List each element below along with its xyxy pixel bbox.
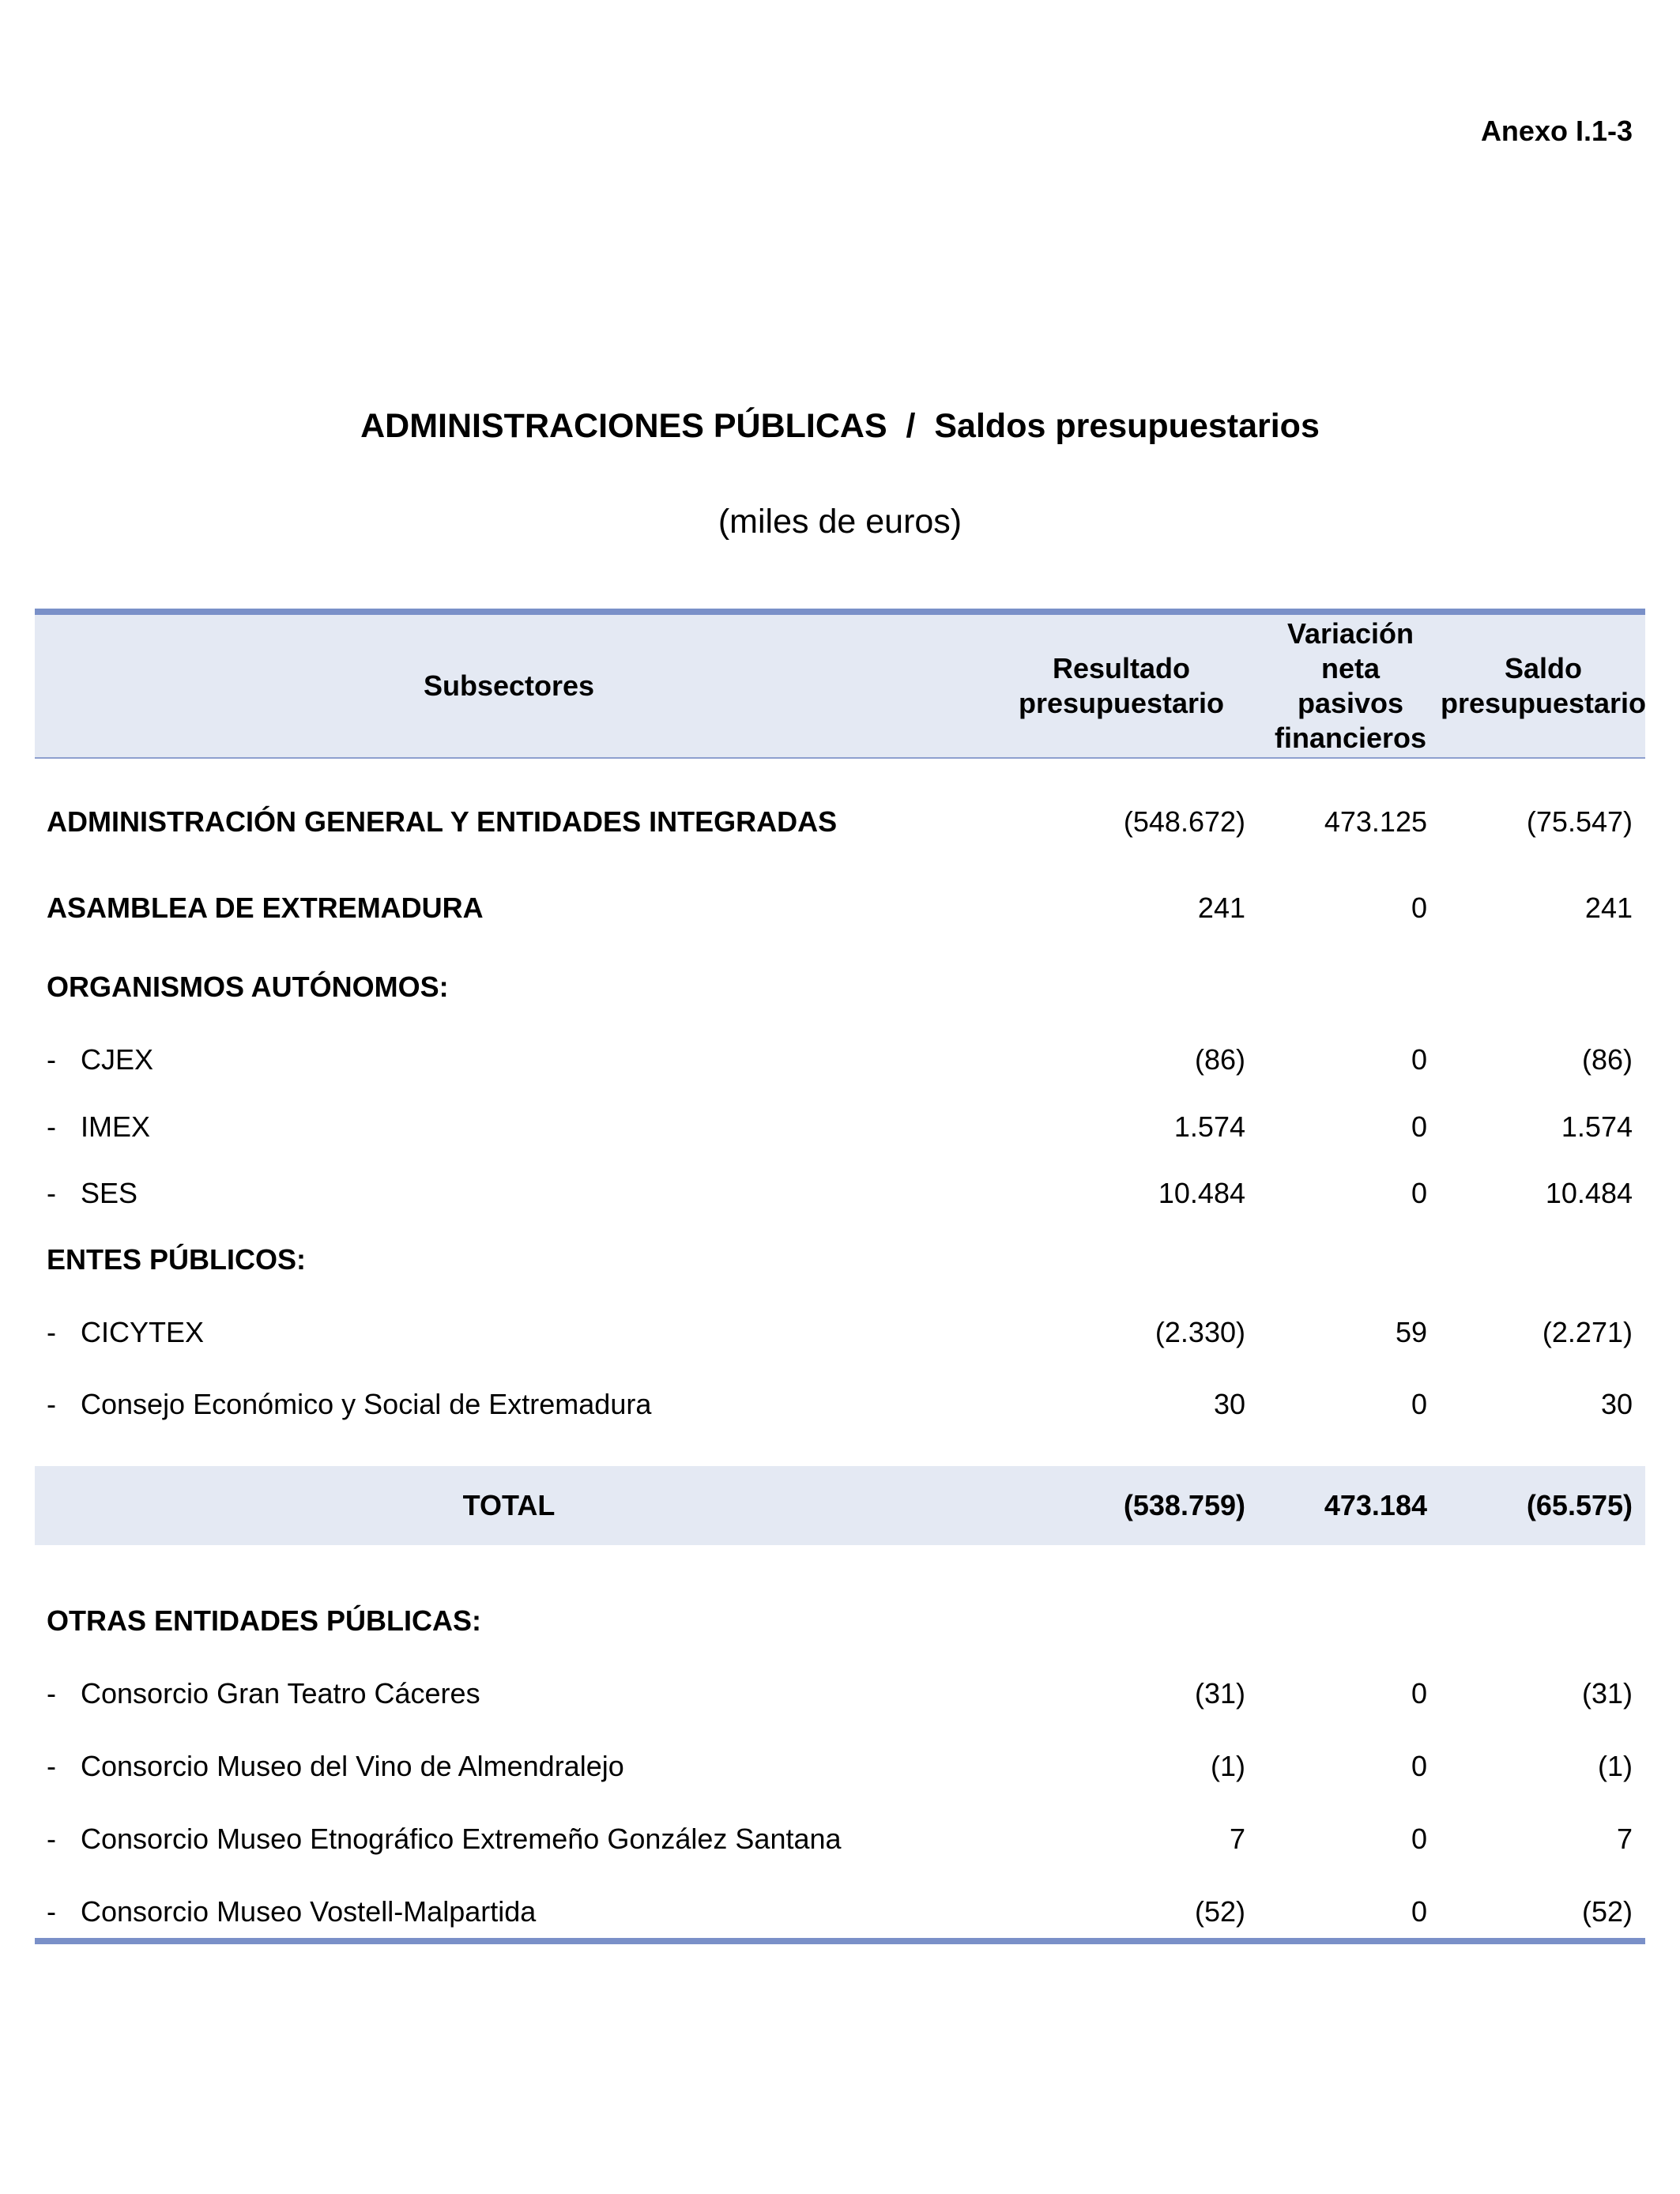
section-heading xyxy=(35,1236,1645,1284)
row-dash: - xyxy=(47,1823,56,1855)
table-row xyxy=(35,1036,1645,1084)
row-resultado: 30 xyxy=(1213,1388,1245,1420)
row-variacion: 0 xyxy=(1411,1388,1427,1420)
row-variacion: 0 xyxy=(1411,1177,1427,1209)
row-saldo: 241 xyxy=(1584,892,1633,924)
col-header-variacion-line4: financieros xyxy=(1274,722,1427,754)
table-bottom-rule xyxy=(35,1938,1645,1944)
row-label: Consorcio Museo Vostell-Malpartida xyxy=(81,1895,537,1928)
row-resultado: 241 xyxy=(1197,892,1245,924)
row-dash: - xyxy=(47,1750,56,1782)
row-label: IMEX xyxy=(81,1110,151,1143)
section-label: OTRAS ENTIDADES PÚBLICAS: xyxy=(47,1604,482,1637)
row-saldo: 1.574 xyxy=(1561,1110,1633,1143)
section-label: ORGANISMOS AUTÓNOMOS: xyxy=(47,971,449,1003)
table-row xyxy=(35,1743,1645,1790)
row-variacion: 0 xyxy=(1411,1823,1427,1855)
row-saldo: 10.484 xyxy=(1545,1177,1633,1209)
row-label: CICYTEX xyxy=(81,1316,205,1348)
row-resultado: 10.484 xyxy=(1158,1177,1245,1209)
total-row xyxy=(35,1466,1645,1545)
row-resultado: (2.330) xyxy=(1155,1316,1245,1348)
row-saldo: (31) xyxy=(1581,1677,1633,1710)
col-header-variacion-line2: neta xyxy=(1320,652,1381,684)
table-row xyxy=(35,798,1645,846)
col-header-resultado-line2: presupuestario xyxy=(1018,687,1225,719)
page-title: ADMINISTRACIONES PÚBLICAS / Saldos presupuestarios xyxy=(360,407,1320,445)
col-header-variacion-line1: Variación xyxy=(1286,617,1414,650)
row-label: Consorcio Museo Etnográfico Extremeño González Santana xyxy=(81,1823,842,1855)
table-row xyxy=(35,1670,1645,1717)
table-row xyxy=(35,1381,1645,1428)
row-label: ASAMBLEA DE EXTREMADURA xyxy=(47,892,484,924)
row-saldo: (1) xyxy=(1598,1750,1633,1782)
row-dash: - xyxy=(47,1677,56,1710)
total-variacion: 473.184 xyxy=(1324,1489,1427,1521)
table-row xyxy=(35,1103,1645,1151)
total-resultado: (538.759) xyxy=(1123,1489,1245,1521)
row-dash: - xyxy=(47,1110,56,1143)
col-header-saldo-line2: presupuestario xyxy=(1440,687,1647,719)
row-variacion: 0 xyxy=(1411,1895,1427,1928)
units-subtitle: (miles de euros) xyxy=(718,503,962,541)
total-label: TOTAL xyxy=(462,1489,556,1521)
section-label: ENTES PÚBLICOS: xyxy=(47,1243,307,1276)
row-saldo: (75.547) xyxy=(1526,805,1633,838)
row-dash: - xyxy=(47,1388,56,1420)
col-header-resultado-line1: Resultado xyxy=(1052,652,1190,684)
row-resultado: 7 xyxy=(1229,1823,1245,1855)
row-dash: - xyxy=(47,1177,56,1209)
row-variacion: 0 xyxy=(1411,1043,1427,1076)
row-dash: - xyxy=(47,1043,56,1076)
table-row xyxy=(35,884,1645,932)
col-header-saldo xyxy=(1441,615,1645,757)
row-label: Consorcio Gran Teatro Cáceres xyxy=(81,1677,480,1710)
row-resultado: (86) xyxy=(1194,1043,1245,1076)
total-saldo: (65.575) xyxy=(1526,1489,1633,1521)
col-header-resultado xyxy=(983,615,1260,757)
row-label: CJEX xyxy=(81,1043,154,1076)
row-saldo: 7 xyxy=(1616,1823,1633,1855)
row-variacion: 0 xyxy=(1411,1677,1427,1710)
row-variacion: 59 xyxy=(1395,1316,1427,1348)
row-label: ADMINISTRACIÓN GENERAL Y ENTIDADES INTEGRADAS xyxy=(47,805,838,838)
row-saldo: (52) xyxy=(1581,1895,1633,1928)
table-header xyxy=(35,609,1645,759)
col-header-subsectores xyxy=(35,615,983,757)
section-heading xyxy=(35,963,1645,1011)
row-dash: - xyxy=(47,1895,56,1928)
row-variacion: 0 xyxy=(1411,892,1427,924)
row-resultado: (52) xyxy=(1194,1895,1245,1928)
table-row xyxy=(35,1170,1645,1217)
row-resultado: (1) xyxy=(1211,1750,1245,1782)
budget-table xyxy=(35,609,1647,1928)
table-row xyxy=(35,1815,1645,1863)
row-variacion: 0 xyxy=(1411,1110,1427,1143)
col-header-subsectores-text: Subsectores xyxy=(423,669,595,702)
col-header-variacion xyxy=(1260,615,1441,757)
row-saldo: 30 xyxy=(1600,1388,1633,1420)
row-label: Consejo Económico y Social de Extremadura xyxy=(81,1388,652,1420)
annex-label: Anexo I.1-3 xyxy=(1480,115,1633,147)
row-label: SES xyxy=(81,1177,138,1209)
col-header-saldo-line1: Saldo xyxy=(1505,652,1583,684)
table-row xyxy=(35,1888,1645,1936)
section-heading xyxy=(35,1597,1645,1645)
col-header-variacion-line3: pasivos xyxy=(1297,687,1404,719)
table-row xyxy=(35,1309,1645,1356)
row-label: Consorcio Museo del Vino de Almendralejo xyxy=(81,1750,624,1782)
row-resultado: (31) xyxy=(1194,1677,1245,1710)
row-resultado: (548.672) xyxy=(1123,805,1245,838)
row-dash: - xyxy=(47,1316,56,1348)
row-saldo: (86) xyxy=(1581,1043,1633,1076)
row-saldo: (2.271) xyxy=(1542,1316,1633,1348)
row-variacion: 473.125 xyxy=(1324,805,1427,838)
row-resultado: 1.574 xyxy=(1173,1110,1245,1143)
row-variacion: 0 xyxy=(1411,1750,1427,1782)
